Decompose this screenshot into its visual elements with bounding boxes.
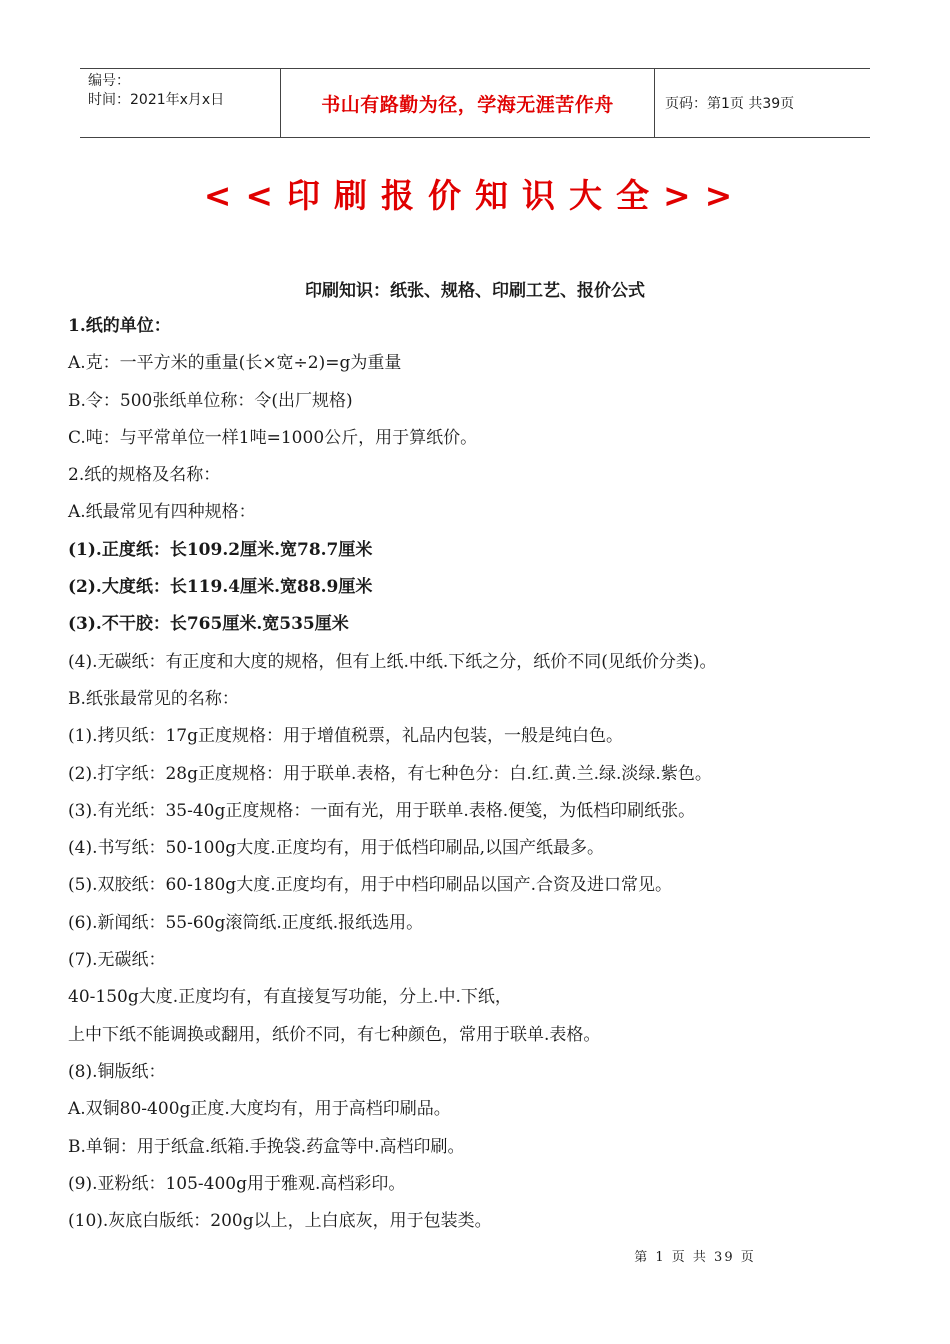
text-line: (3).不干胶：长765厘米.宽535厘米 — [68, 614, 349, 635]
text-line: A.纸最常见有四种规格： — [68, 502, 256, 523]
document-title: <<印刷报价知识大全>> — [203, 176, 747, 215]
text-line: (9).亚粉纸：105-400g用于雅观.高档彩印。 — [68, 1173, 406, 1194]
document-body — [68, 312, 888, 1244]
text-line: (7).无碳纸： — [68, 950, 166, 971]
text-line: (10).灰底白版纸：200g以上，上白底灰，用于包装类。 — [68, 1211, 492, 1232]
text-line: 上中下纸不能调换或翻用，纸价不同，有七种颜色，常用于联单.表格。 — [68, 1024, 601, 1045]
page-footer: 第 1 页 共 39 页 — [634, 1250, 756, 1265]
document-header — [80, 68, 870, 138]
text-line: (3).有光纸：35-40g正度规格：一面有光，用于联单.表格.便笺，为低档印刷纸张。 — [68, 800, 696, 821]
text-line: 2.纸的规格及名称： — [68, 465, 221, 486]
text-line: (1).拷贝纸：17g正度规格：用于增值税票，礼品内包装，一般是纯白色。 — [68, 726, 623, 747]
text-line: B.令：500张纸单位称：令(出厂规格) — [68, 390, 353, 411]
text-line: B.纸张最常见的名称： — [68, 688, 239, 709]
header-motto: 书山有路勤为径，学海无涯苦作舟 — [281, 69, 655, 137]
text-line: (1).正度纸：长109.2厘米.宽78.7厘米 — [68, 539, 373, 560]
text-line: (2).大度纸：长119.4厘米.宽88.9厘米 — [68, 577, 373, 598]
text-line: (2).打字纸：28g正度规格：用于联单.表格，有七种色分：白.红.黄.兰.绿.淡绿.紫色。 — [68, 763, 712, 784]
text-line: A.克：一平方米的重量(长×宽÷2)=g为重量 — [68, 353, 402, 374]
header-meta — [80, 69, 281, 137]
text-line: 1.纸的单位： — [68, 316, 171, 336]
header-page-info: 页码：第1页 共39页 — [665, 96, 795, 112]
text-line: (8).铜版纸： — [68, 1061, 166, 1082]
text-line: (6).新闻纸：55-60g滚筒纸.正度纸.报纸选用。 — [68, 912, 424, 933]
text-line: A.双铜80-400g正度.大度均有，用于高档印刷品。 — [68, 1099, 451, 1120]
number-label: 编号： — [88, 73, 130, 89]
text-line: B.单铜：用于纸盒.纸箱.手挽袋.药盒等中.高档印刷。 — [68, 1136, 465, 1157]
text-line: C.吨：与平常单位一样1吨=1000公斤，用于算纸价。 — [68, 427, 478, 448]
text-line: (4).书写纸：50-100g大度.正度均有，用于低档印刷品,以国产纸最多。 — [68, 838, 604, 859]
text-line: (5).双胶纸：60-180g大度.正度均有，用于中档印刷品以国产.合资及进口常见。 — [68, 875, 672, 896]
date-label: 时间：2021年x月x日 — [88, 92, 225, 108]
text-line: 40-150g大度.正度均有，有直接复写功能，分上.中.下纸， — [68, 987, 512, 1008]
document-subtitle: 印刷知识：纸张、规格、印刷工艺、报价公式 — [305, 281, 645, 301]
text-line: (4).无碳纸：有正度和大度的规格，但有上纸.中纸.下纸之分，纸价不同(见纸价分类)。 — [68, 651, 717, 672]
